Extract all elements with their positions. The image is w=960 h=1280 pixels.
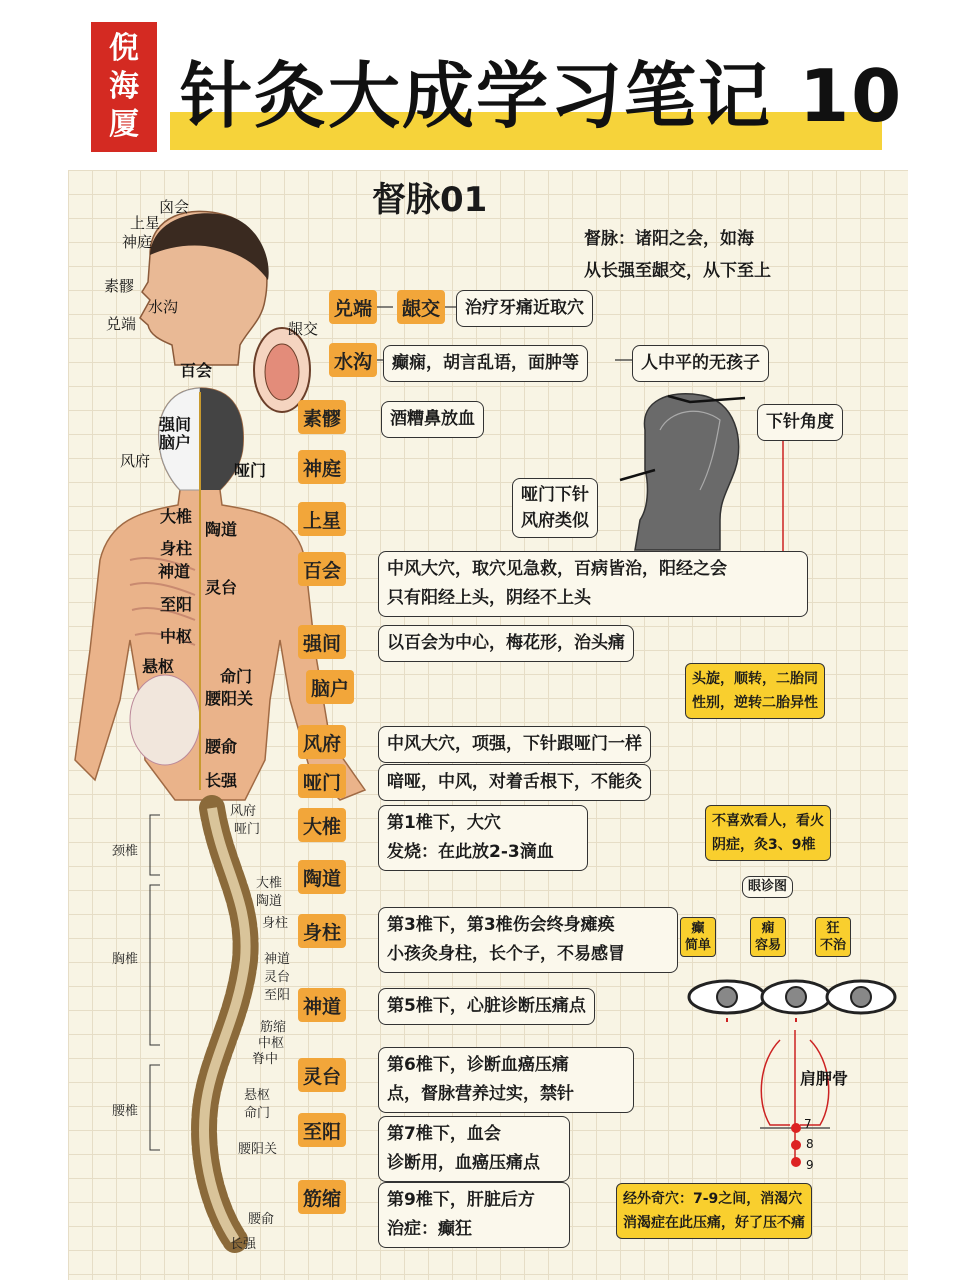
spine-label: 悬枢 [244, 1088, 271, 1103]
label-duiduan: 兑端 [106, 315, 137, 333]
label-fengfu: 风府 [120, 452, 151, 470]
label-taodao: 陶道 [205, 520, 238, 539]
label-dazhui: 大椎 [160, 507, 193, 526]
label-suliao: 素髎 [104, 277, 135, 295]
note-shuigou-extra: 人中平的无孩子 [632, 345, 769, 382]
intro-line: 督脉：诸阳之会，如海 [584, 229, 754, 249]
note-jinsuo: 第9椎下，肝脏后方 治症：癫狂 [378, 1182, 570, 1248]
yamen-needle-note: 哑门下针 风府类似 [512, 478, 598, 538]
eye-label-xian: 痫 容易 [750, 917, 786, 957]
point-suliao: 素髎 [298, 400, 346, 434]
spine-label: 筋缩 [260, 1020, 287, 1035]
spine-label: 大椎 [256, 876, 283, 891]
spine-label: 身柱 [262, 916, 289, 931]
label-xinhui: 囟会 [159, 198, 190, 216]
point-shendao: 神道 [298, 988, 346, 1022]
label-mingmen: 命门 [220, 667, 253, 686]
point-qiangjian: 强间 [298, 625, 346, 659]
spine-label: 脊中 [252, 1052, 279, 1067]
point-baihui: 百会 [298, 552, 346, 586]
label-baihui: 百会 [180, 361, 213, 380]
point-naohu: 脑户 [306, 670, 354, 704]
spine-label: 中枢 [258, 1036, 285, 1051]
intro-line: 从长强至龈交，从下至上 [584, 261, 771, 281]
label-shenzhu: 身柱 [160, 539, 193, 558]
label-yaoyangguan: 腰阳关 [205, 689, 254, 708]
point-duiduan: 兑端 [329, 290, 377, 324]
point-lingtai: 灵台 [298, 1058, 346, 1092]
spine-label: 命门 [244, 1106, 271, 1121]
point-yinjiao: 龈交 [397, 290, 445, 324]
spine-group-thoracic: 胸椎 [112, 952, 139, 967]
note-zhiyang: 第7椎下，血会 诊断用，血癌压痛点 [378, 1116, 570, 1182]
note-yamen: 喑哑，中风，对着舌根下，不能灸 [378, 764, 651, 801]
spine-label: 至阳 [264, 988, 291, 1003]
label-yamen: 哑门 [234, 461, 267, 480]
scapula-label: 肩胛骨 [800, 1069, 849, 1088]
note-baihui: 中风大穴，取穴见急救，百病皆治，阳经之会 只有阳经上头，阴经不上头 [378, 551, 808, 617]
label-yaoshu: 腰俞 [205, 737, 238, 756]
note-duiduan: 治疗牙痛近取穴 [456, 290, 593, 327]
point-yamen: 哑门 [298, 764, 346, 798]
note-lingtai: 第6椎下，诊断血癌压痛 点，督脉营养过实，禁针 [378, 1047, 634, 1113]
note-shuigou: 癫痫，胡言乱语，面肿等 [383, 345, 588, 382]
label-yinjiao: 龈交 [288, 320, 319, 338]
point-taodao: 陶道 [298, 860, 346, 894]
needle-angle-box: 下针角度 [757, 404, 843, 441]
highlight-dazhui-note: 不喜欢看人，看火 阴症，灸3、9椎 [705, 805, 831, 861]
spine-label: 陶道 [256, 894, 283, 909]
spine-label: 长强 [230, 1237, 257, 1252]
label-changqiang: 长强 [205, 771, 238, 790]
label-lingtai: 灵台 [205, 578, 238, 597]
author-char: 厦 [109, 107, 139, 142]
spine-group-lumbar: 腰椎 [112, 1104, 139, 1119]
point-fengfu: 风府 [298, 725, 346, 759]
highlight-naohu-note: 头旋，顺转，二胎同 性别，逆转二胎异性 [685, 663, 825, 719]
spine-label: 灵台 [264, 970, 291, 985]
eye-diagnosis-title: 眼诊图 [742, 876, 793, 898]
label-shendao: 神道 [158, 562, 191, 581]
eye-label-dian: 癫 简单 [680, 917, 716, 957]
label-shuigou: 水沟 [148, 298, 179, 316]
eye-diagrams [689, 981, 895, 1022]
spine-label: 风府 [230, 804, 257, 819]
spine-group-cervical: 颈椎 [112, 844, 139, 859]
page-title: 针灸大成学习笔记 10 [180, 54, 904, 138]
note-shenzhu: 第3椎下，第3椎伤会终身瘫痪 小孩灸身柱，长个子，不易感冒 [378, 907, 678, 973]
spine-label: 哑门 [234, 822, 261, 837]
point-zhiyang: 至阳 [298, 1113, 346, 1147]
label-shenting: 神庭 [122, 233, 153, 251]
note-qiangjian: 以百会为中心，梅花形，治头痛 [378, 625, 634, 662]
label-zhongshu: 中枢 [160, 627, 193, 646]
highlight-extra-point-note: 经外奇穴：7-9之间，消渴穴 消渴症在此压痛，好了压不痛 [616, 1183, 812, 1239]
note-fengfu: 中风大穴，项强，下针跟哑门一样 [378, 726, 651, 763]
spine-drawing [204, 808, 246, 1240]
spine-label: 神道 [264, 952, 291, 967]
label-naohu: 脑户 [159, 433, 192, 452]
vertebra-number: 8 [806, 1137, 814, 1151]
note-dazhui: 第1椎下，大穴 发烧：在此放2-3滴血 [378, 805, 588, 871]
vertebra-number: 7 [804, 1117, 812, 1131]
point-shenting: 神庭 [298, 450, 346, 484]
point-shuigou: 水沟 [329, 343, 377, 377]
point-shangxing: 上星 [298, 502, 346, 536]
note-shendao: 第5椎下，心脏诊断压痛点 [378, 988, 595, 1025]
eye-label-kuang: 狂 不治 [815, 917, 851, 957]
note-suliao: 酒糟鼻放血 [381, 401, 484, 438]
label-qiangjian: 强间 [159, 415, 192, 434]
author-char: 倪 [109, 31, 139, 66]
author-char: 海 [109, 69, 139, 104]
spine-label: 腰俞 [248, 1212, 275, 1227]
spine-label: 腰阳关 [238, 1142, 278, 1157]
vertebra-number: 9 [806, 1158, 814, 1172]
label-xuanshu: 悬枢 [142, 657, 175, 676]
point-shenzhu: 身柱 [298, 914, 346, 948]
label-shangxing: 上星 [130, 214, 161, 232]
section-title: 督脉01 [372, 180, 488, 220]
label-zhiyang: 至阳 [160, 595, 193, 614]
point-jinsuo: 筋缩 [298, 1180, 346, 1214]
point-dazhui: 大椎 [298, 808, 346, 842]
